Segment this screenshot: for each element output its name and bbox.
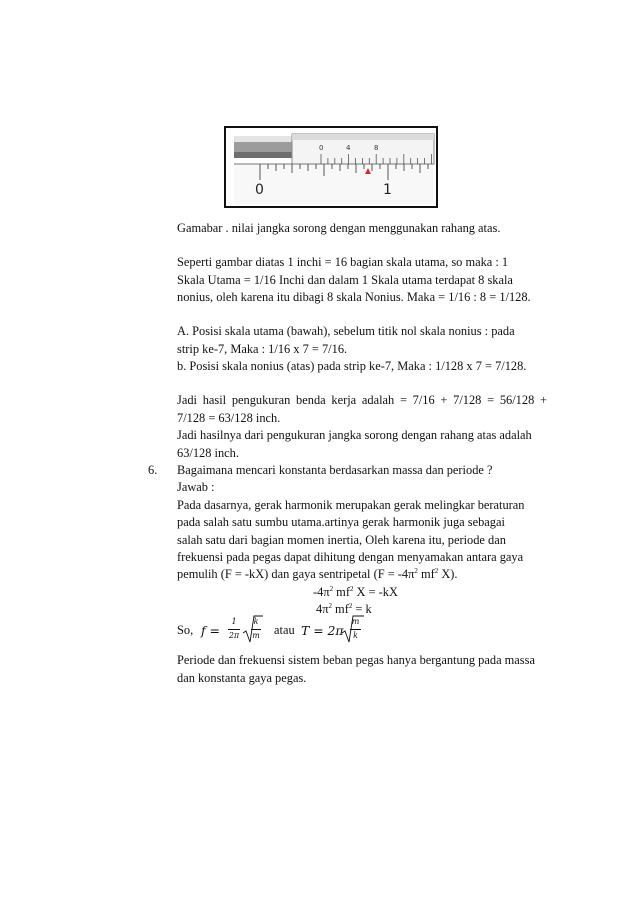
fraction-bar: [350, 629, 361, 630]
frequency-numerator: 1: [231, 617, 237, 626]
caption-line: Gamabar . nilai jangka sorong dengan menggunakan rahang atas.: [177, 221, 501, 235]
text-line: 7/128 = 63/128 inch.: [177, 411, 281, 425]
text-line: Pada dasarnya, gerak harmonik merupakan gerak melingkar beraturan: [177, 498, 525, 512]
period-lhs: T = 2π: [301, 623, 344, 638]
fraction-bar: [251, 629, 261, 630]
text-line: strip ke-7, Maka : 1/16 x 7 = 7/16.: [177, 342, 348, 356]
equation-1: $-4\pi^2$ $mf^2$ X = -kX: [313, 585, 398, 599]
question-line: Bagaimana mencari konstanta berdasarkan massa dan periode ?: [177, 463, 493, 477]
list-number: 6.: [148, 463, 158, 477]
period-radicand-numerator: m: [351, 617, 360, 626]
text-line: dan konstanta gaya pegas.: [177, 671, 307, 685]
text-line: pada salah satu sumbu utama.artinya gerak harmonik juga sebagai: [177, 515, 505, 529]
frequency-radicand-numerator: k: [253, 617, 259, 626]
text-line: salah satu dari bagian momen inertia, Oleh karena itu, periode dan: [177, 533, 506, 547]
equation-2: $4\pi^2$ $mf^2 = k$: [316, 602, 372, 616]
period-radicand-denominator: k: [353, 631, 358, 640]
text-line: b. Posisi skala nonius (atas) pada strip ke-7, Maka : 1/128 x 7 = 7/128.: [177, 359, 527, 373]
frequency-radicand-denominator: m: [252, 631, 260, 640]
text-line: A. Posisi skala utama (bawah), sebelum titik nol skala nonius : pada: [177, 324, 515, 338]
vernier-label-8: 8: [374, 144, 379, 152]
text-line: Seperti gambar diatas 1 inchi = 16 bagian skala utama, so maka : 1: [177, 255, 509, 269]
main-label-1: 1: [383, 182, 392, 198]
or-label: atau: [274, 623, 295, 637]
text-line: nonius, oleh karena itu dibagi 8 skala Nonius. Maka = 1/16 : 8 = 1/128.: [177, 290, 531, 304]
caliper-scale-figure: [224, 126, 438, 208]
frequency-denominator: 2π: [228, 631, 240, 640]
answer-label: Jawab :: [177, 480, 215, 494]
vernier-label-4: 4: [346, 144, 351, 152]
caliper-scale-image: [226, 128, 436, 206]
text-line: pemulih (F = -kX) dan gaya sentripetal ($F = -4\pi^2$ $mf^2$ X).: [177, 567, 458, 581]
vernier-label-0: 0: [319, 144, 324, 152]
text-line: Jadi hasilnya dari pengukuran jangka sorong dengan rahang atas adalah: [177, 428, 532, 442]
text-line: frekuensi pada pegas dapat dihitung dengan menyamakan antara gaya: [177, 550, 524, 564]
main-label-0: 0: [255, 182, 264, 198]
text-line: Skala Utama = 1/16 Inchi dan dalam 1 Skala utama terdapat 8 skala: [177, 273, 513, 287]
text-line: 63/128 inch.: [177, 446, 239, 460]
fraction-bar: [228, 629, 240, 630]
text-line: Jadi hasil pengukuran benda kerja adalah = 7/16 + 7/128 = 56/128 +: [177, 393, 547, 407]
formula-line: [177, 614, 437, 648]
text-line: Periode dan frekuensi sistem beban pegas hanya bergantung pada massa: [177, 653, 535, 667]
so-label: So,: [177, 623, 194, 637]
frequency-lhs: f =: [201, 623, 220, 638]
